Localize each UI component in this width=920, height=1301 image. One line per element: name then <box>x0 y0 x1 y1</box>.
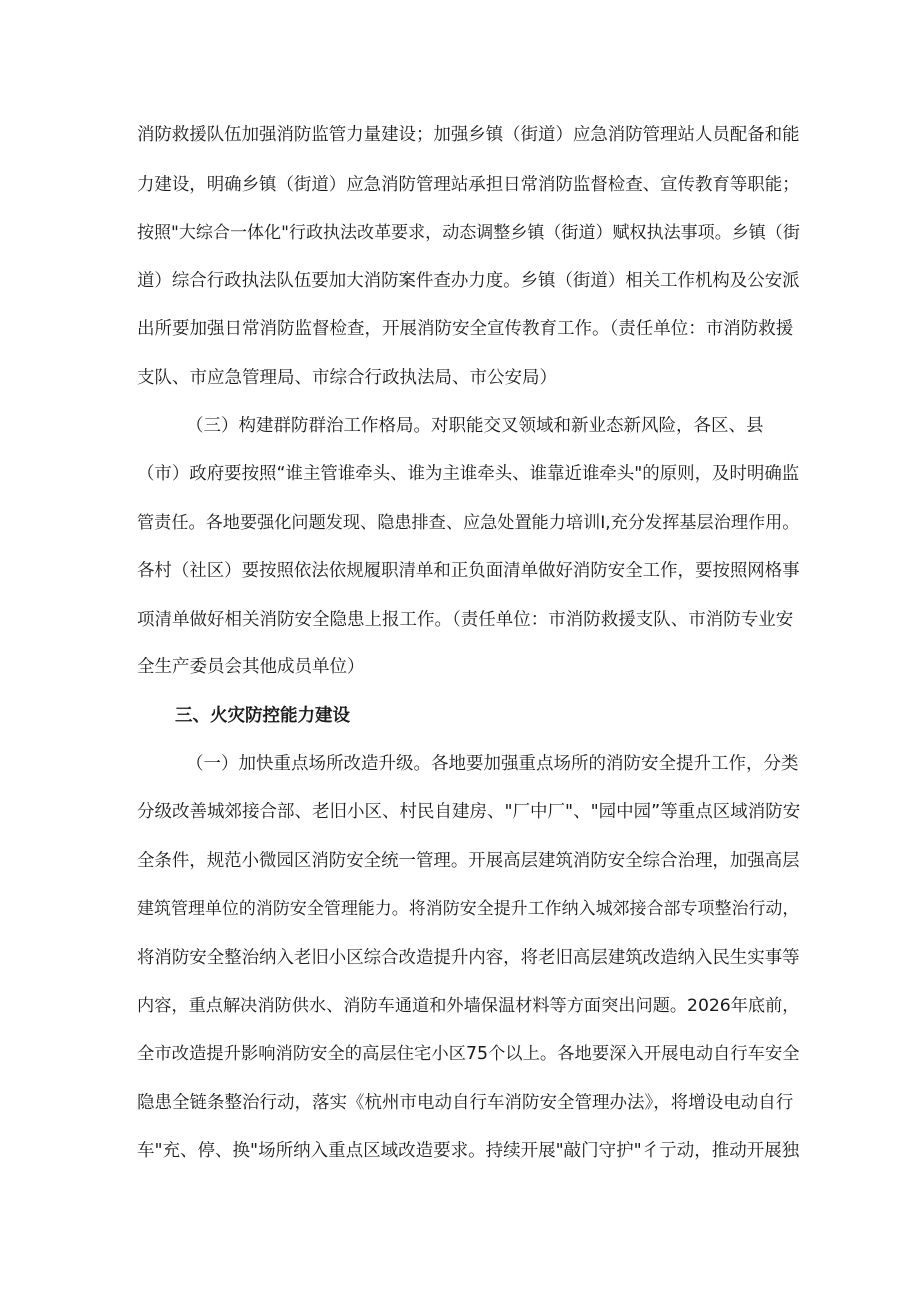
paragraph-line: 建筑管理单位的消防安全管理能力。将消防安全提升工作纳入城郊接合部专项整治行动， <box>137 899 800 919</box>
paragraph-line: 出所要加强日常消防监督检查，开展消防安全宣传教育工作。（责任单位：市消防救援 <box>137 319 794 339</box>
paragraph-line: 项清单做好相关消防安全隐患上报工作。（责任单位：市消防救援支队、市消防专业安 <box>137 610 794 630</box>
paragraph-line: 全市改造提升影响消防安全的高层住宅小区75个以上。各地要深入开展电动自行车安全 <box>137 1044 800 1064</box>
paragraph-line: 管责任。各地要强化问题发现、隐患排查、应急处置能力培训I,充分发挥基层治理作用。 <box>137 513 800 533</box>
paragraph-line: 分级改善城郊接合部、老旧小区、村民自建房、"厂中厂"、"园中园”等重点区域消防安 <box>137 802 801 822</box>
paragraph-line: 消防救援队伍加强消防监管力量建设；加强乡镇（街道）应急消防管理站人员配备和能 <box>137 125 800 145</box>
paragraph-line: 力建设，明确乡镇（街道）应急消防管理站承担日常消防监督检查、宣传教育等职能； <box>137 175 800 195</box>
paragraph-line: 道）综合行政执法队伍要加大消防案件查办力度。乡镇（街道）相关工作机构及公安派 <box>137 271 800 291</box>
paragraph-line: 内容，重点解决消防供水、消防车通道和外墙保温材料等方面突出问题。2026年底前， <box>137 996 800 1016</box>
paragraph-line: （市）政府要按照“谁主管谁牵头、谁为主谁牵头、谁靠近谁牵头"的原则，及时明确监 <box>137 464 800 484</box>
paragraph-line: （三）构建群防群治工作格局。对职能交叉领域和新业态新风险，各区、县 <box>186 416 764 436</box>
paragraph-line: 按照"大综合一体化"行政执法改革要求，动态调整乡镇（街道）赋权执法事项。乡镇（街 <box>137 223 800 243</box>
paragraph-line: （一）加快重点场所改造升级。各地要加强重点场所的消防安全提升工作，分类 <box>186 754 799 774</box>
paragraph-line: 隐患全链条整治行动，落实《杭州市电动自行车消防安全管理办法》，将增设电动自行 <box>137 1093 794 1113</box>
section-heading: 三、火灾防控能力建设 <box>175 706 350 726</box>
paragraph-line: 全生产委员会其他成员单位） <box>137 657 365 677</box>
paragraph-line: 全条件，规范小微园区消防安全统一管理。开展高层建筑消防安全综合治理，加强高层 <box>137 851 800 871</box>
paragraph-line: 车"充、停、换"场所纳入重点区域改造要求。持续开展"敲门守护"彳亍动，推动开展独 <box>137 1141 800 1161</box>
paragraph-line: 将消防安全整治纳入老旧小区综合改造提升内容，将老旧高层建筑改造纳入民生实事等 <box>137 948 800 968</box>
paragraph-line: 支队、市应急管理局、市综合行政执法局、市公安局） <box>137 368 557 388</box>
paragraph-line: 各村（社区）要按照依法依规履职清单和正负面清单做好消防安全工作，要按照网格事 <box>137 561 800 581</box>
